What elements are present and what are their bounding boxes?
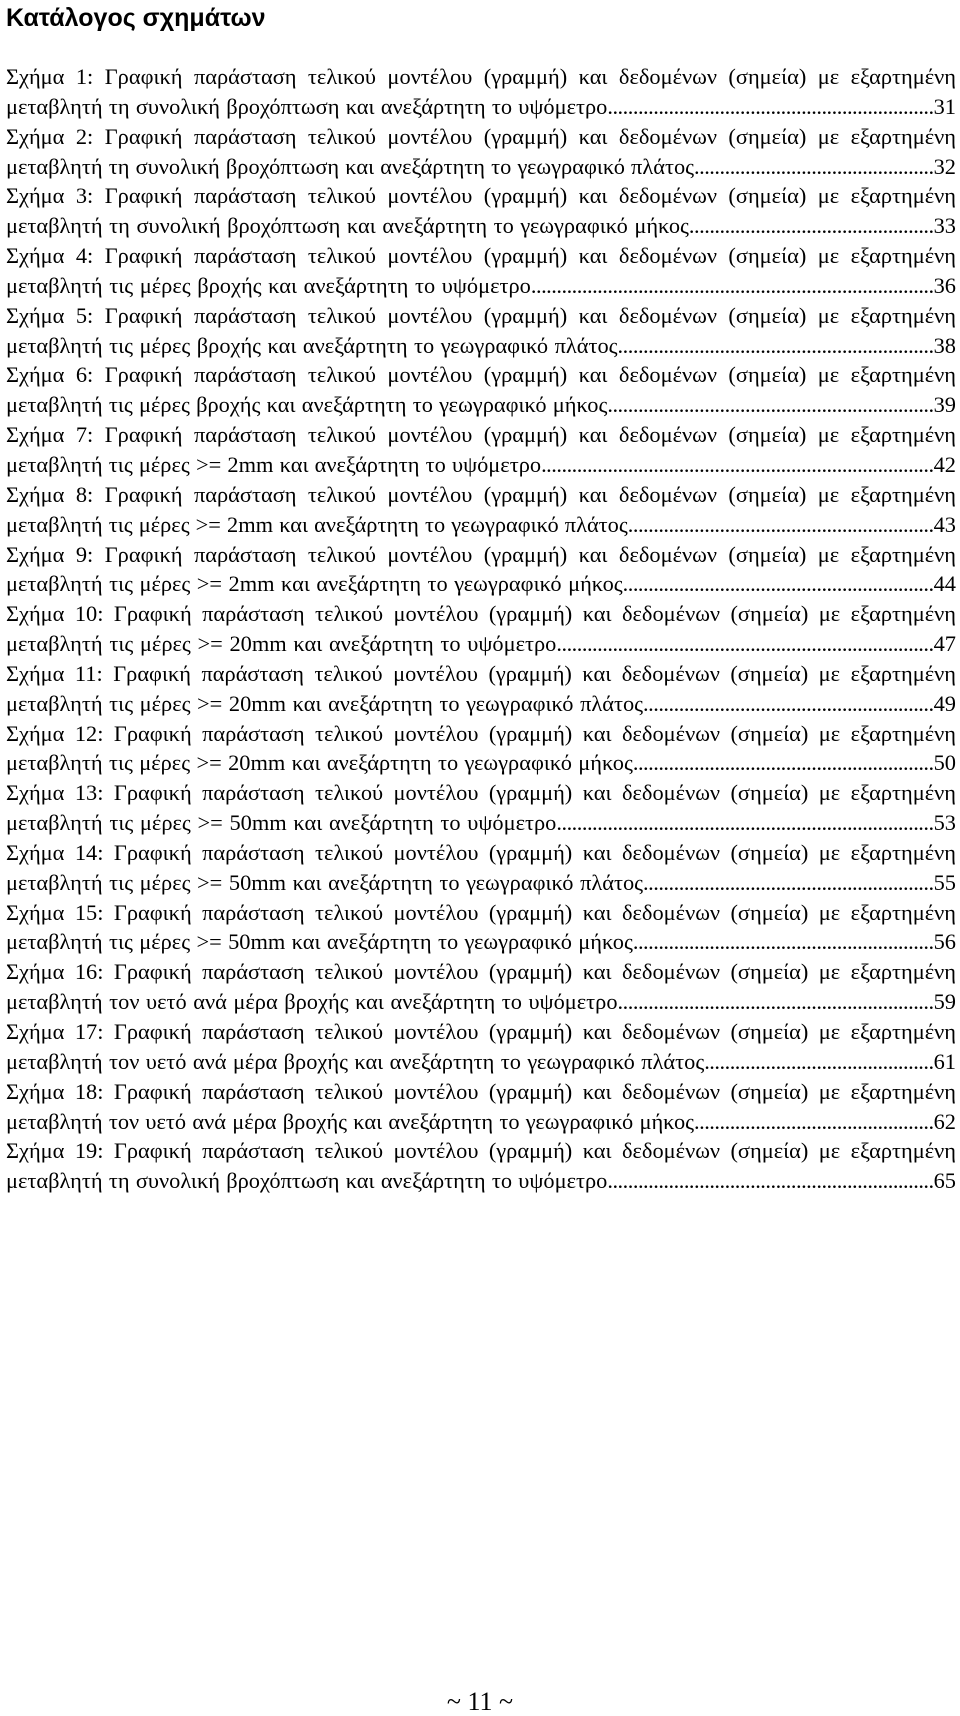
page-number-footer: ~ 11 ~: [446, 1687, 514, 1716]
toc-page-number: 61: [933, 1048, 956, 1074]
toc-dot-leader: ...............................................: [694, 1108, 934, 1134]
toc-dot-leader: ................................................................: [607, 392, 934, 418]
toc-entry-title: Σχήμα 6: Γραφική παράσταση τελικού μοντέλου (γραμμή) και δεδομένων (σημεία) με εξαρτημένη μεταβλητή τις μέρες βροχής και ανεξάρτητη το γεωγραφικό μήκος: [6, 362, 956, 418]
toc-page-number: 59: [933, 989, 956, 1015]
toc-entry[interactable]: [6, 1136, 956, 1196]
toc-entry[interactable]: [6, 957, 956, 1017]
toc-entry[interactable]: [6, 719, 956, 779]
toc-page-number: 32: [933, 153, 956, 179]
toc-dot-leader: ..............................................................: [617, 989, 934, 1015]
toc-dot-leader: .........................................................: [643, 869, 934, 895]
toc-dot-leader: .............................................................: [622, 571, 934, 597]
toc-page-number: 47: [933, 631, 956, 657]
toc-dot-leader: ...............................................................................: [530, 272, 934, 298]
toc-page-number: 36: [933, 272, 956, 298]
toc-dot-leader: ................................................: [688, 213, 934, 239]
toc-entry-title: Σχήμα 13: Γραφική παράσταση τελικού μοντέλου (γραμμή) και δεδομένων (σημεία) με εξαρτημένη μεταβλητή τις μέρες >= 50mm και ανεξάρτητη το υψόμετρο: [6, 780, 956, 836]
toc-entry[interactable]: [6, 1017, 956, 1077]
toc-entry-title: Σχήμα 5: Γραφική παράσταση τελικού μοντέλου (γραμμή) και δεδομένων (σημεία) με εξαρτημένη μεταβλητή τις μέρες βροχής και ανεξάρτητη το γεωγραφικό πλάτος: [6, 302, 956, 358]
toc-entry-title: Σχήμα 17: Γραφική παράσταση τελικού μοντέλου (γραμμή) και δεδομένων (σημεία) με εξαρτημένη μεταβλητή τον υετό ανά μέρα βροχής και ανεξάρτητη το γεωγραφικό πλάτος: [6, 1019, 956, 1074]
toc-page-number: 44: [933, 571, 956, 597]
toc-entry-title: Σχήμα 19: Γραφική παράσταση τελικού μοντέλου (γραμμή) και δεδομένων (σημεία) με εξαρτημένη μεταβλητή τη συνολική βροχόπτωση και ανεξάρτητη το υψόμετρο: [6, 1138, 956, 1194]
toc-page-number: 50: [933, 750, 956, 776]
toc-entry[interactable]: [6, 181, 956, 241]
toc-dot-leader: .............................................................................: [541, 451, 934, 477]
toc-entry-title: Σχήμα 15: Γραφική παράσταση τελικού μοντέλου (γραμμή) και δεδομένων (σημεία) με εξαρτημένη μεταβλητή τις μέρες >= 50mm και ανεξάρτητη το γεωγραφικό μήκος: [6, 899, 956, 955]
toc-entry[interactable]: [6, 420, 956, 480]
toc-entry[interactable]: [6, 540, 956, 600]
toc-entry-title: Σχήμα 10: Γραφική παράσταση τελικού μοντέλου (γραμμή) και δεδομένων (σημεία) με εξαρτημένη μεταβλητή τις μέρες >= 20mm και ανεξάρτητη το υψόμετρο: [6, 601, 956, 657]
toc-page-number: 39: [933, 392, 956, 418]
toc-dot-leader: ...........................................................: [632, 750, 934, 776]
toc-entry[interactable]: [6, 122, 956, 182]
toc-entry-title: Σχήμα 14: Γραφική παράσταση τελικού μοντέλου (γραμμή) και δεδομένων (σημεία) με εξαρτημένη μεταβλητή τις μέρες >= 50mm και ανεξάρτητη το γεωγραφικό πλάτος: [6, 839, 956, 895]
toc-page-number: 43: [933, 511, 956, 537]
toc-entry-title: Σχήμα 3: Γραφική παράσταση τελικού μοντέλου (γραμμή) και δεδομένων (σημεία) με εξαρτημένη μεταβλητή τη συνολική βροχόπτωση και ανεξάρτητη το γεωγραφικό μήκος: [6, 183, 956, 239]
toc-dot-leader: ................................................................: [607, 93, 934, 119]
toc-entry-title: Σχήμα 7: Γραφική παράσταση τελικού μοντέλου (γραμμή) και δεδομένων (σημεία) με εξαρτημένη μεταβλητή τις μέρες >= 2mm και ανεξάρτητη το υψόμετρο: [6, 422, 956, 477]
toc-entry[interactable]: [6, 360, 956, 420]
page-title: Κατάλογος σχημάτων: [6, 4, 266, 32]
toc-entry[interactable]: [6, 599, 956, 659]
toc-dot-leader: ...............................................: [694, 153, 934, 179]
toc-entry[interactable]: [6, 480, 956, 540]
toc-entry-title: Σχήμα 1: Γραφική παράσταση τελικού μοντέλου (γραμμή) και δεδομένων (σημεία) με εξαρτημένη μεταβλητή τη συνολική βροχόπτωση και ανεξάρτητη το υψόμετρο: [6, 64, 956, 119]
toc-dot-leader: ............................................................: [627, 511, 934, 537]
toc-entry[interactable]: [6, 898, 956, 958]
toc-page-number: 53: [933, 810, 956, 836]
toc-page-number: 42: [933, 451, 956, 477]
toc-entry[interactable]: [6, 778, 956, 838]
toc-dot-leader: ...........................................................: [632, 929, 934, 955]
toc-entry[interactable]: [6, 659, 956, 719]
toc-page-number: 56: [933, 929, 956, 955]
toc-entry-title: Σχήμα 11: Γραφική παράσταση τελικού μοντέλου (γραμμή) και δεδομένων (σημεία) με εξαρτημένη μεταβλητή τις μέρες >= 20mm και ανεξάρτητη το γεωγραφικό πλάτος: [6, 660, 956, 716]
list-of-figures: [6, 62, 956, 1196]
toc-entry-title: Σχήμα 8: Γραφική παράσταση τελικού μοντέλου (γραμμή) και δεδομένων (σημεία) με εξαρτημένη μεταβλητή τις μέρες >= 2mm και ανεξάρτητη το γεωγραφικό πλάτος: [6, 481, 956, 537]
toc-entry[interactable]: [6, 838, 956, 898]
toc-page-number: 65: [933, 1168, 956, 1194]
toc-dot-leader: ..........................................................................: [556, 631, 934, 657]
toc-page-number: 33: [933, 213, 956, 239]
toc-page-number: 31: [933, 93, 956, 119]
toc-dot-leader: .............................................: [704, 1048, 934, 1074]
toc-entry[interactable]: [6, 1077, 956, 1137]
toc-entry-title: Σχήμα 12: Γραφική παράσταση τελικού μοντέλου (γραμμή) και δεδομένων (σημεία) με εξαρτημένη μεταβλητή τις μέρες >= 20mm και ανεξάρτητη το γεωγραφικό μήκος: [6, 720, 956, 776]
toc-entry-title: Σχήμα 18: Γραφική παράσταση τελικού μοντέλου (γραμμή) και δεδομένων (σημεία) με εξαρτημένη μεταβλητή τον υετό ανά μέρα βροχής και ανεξάρτητη το γεωγραφικό μήκος: [6, 1078, 956, 1134]
toc-dot-leader: ..........................................................................: [556, 810, 934, 836]
toc-entry-title: Σχήμα 9: Γραφική παράσταση τελικού μοντέλου (γραμμή) και δεδομένων (σημεία) με εξαρτημένη μεταβλητή τις μέρες >= 2mm και ανεξάρτητη το γεωγραφικό μήκος: [6, 541, 956, 597]
toc-page-number: 38: [933, 332, 956, 358]
toc-dot-leader: .........................................................: [643, 690, 934, 716]
toc-page-number: 62: [933, 1108, 956, 1134]
toc-page-number: 55: [933, 869, 956, 895]
toc-dot-leader: ................................................................: [607, 1168, 934, 1194]
toc-entry[interactable]: [6, 301, 956, 361]
toc-entry-title: Σχήμα 2: Γραφική παράσταση τελικού μοντέλου (γραμμή) και δεδομένων (σημεία) με εξαρτημένη μεταβλητή τη συνολική βροχόπτωση και ανεξάρτητη το γεωγραφικό πλάτος: [6, 123, 956, 179]
toc-dot-leader: ..............................................................: [617, 332, 934, 358]
toc-entry[interactable]: [6, 62, 956, 122]
toc-entry-title: Σχήμα 4: Γραφική παράσταση τελικού μοντέλου (γραμμή) και δεδομένων (σημεία) με εξαρτημένη μεταβλητή τις μέρες βροχής και ανεξάρτητη το υψόμετρο: [6, 243, 956, 298]
toc-entry[interactable]: [6, 241, 956, 301]
toc-entry-title: Σχήμα 16: Γραφική παράσταση τελικού μοντέλου (γραμμή) και δεδομένων (σημεία) με εξαρτημένη μεταβλητή τον υετό ανά μέρα βροχής και ανεξάρτητη το υψόμετρο: [6, 959, 956, 1015]
toc-page-number: 49: [933, 690, 956, 716]
